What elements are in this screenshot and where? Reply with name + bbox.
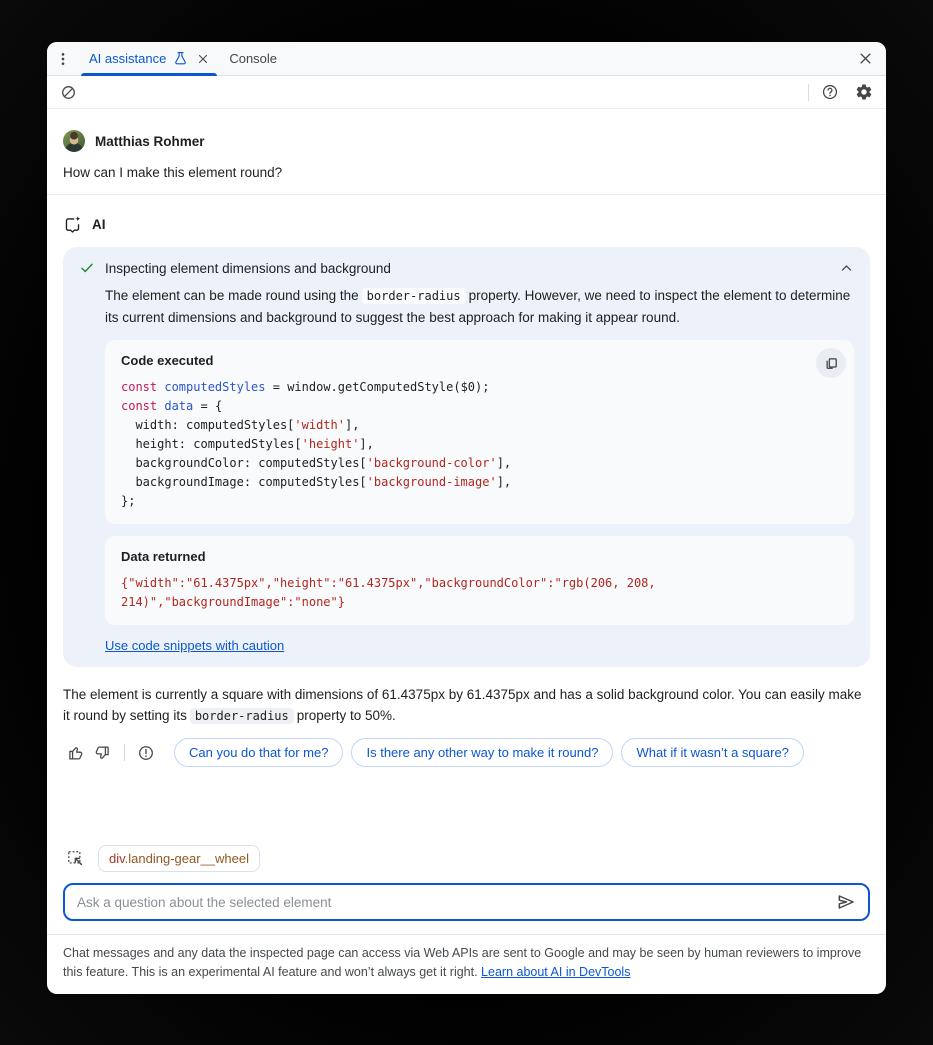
kebab-menu-icon (55, 51, 71, 67)
tab-console[interactable] (219, 42, 287, 75)
caution-link[interactable]: Use code snippets with caution (105, 638, 285, 653)
close-icon (858, 51, 873, 66)
tab-bar-spacer (287, 42, 844, 75)
feedback-row (63, 738, 870, 767)
tab-label: AI assistance (89, 51, 167, 66)
thumbs-up-button[interactable] (63, 741, 87, 765)
user-name: Matthias Rohmer (95, 133, 205, 149)
learn-about-ai-link[interactable]: Learn about AI in DevTools (481, 965, 631, 979)
step-paragraph: The element can be made round using the border-radius property. However, we need to inspect the element to determine its current dimensions and background to suggest the best approach for making it appear round. (105, 288, 851, 325)
report-icon (137, 744, 155, 762)
help-button[interactable] (818, 80, 842, 104)
tab-bar (47, 42, 886, 76)
chat-scroll-area[interactable] (47, 109, 886, 833)
thumbs-up-icon (66, 744, 84, 762)
report-button[interactable] (134, 741, 158, 765)
send-button[interactable] (832, 888, 860, 916)
selected-element-chip[interactable] (98, 845, 260, 872)
prompt-input-container (63, 883, 870, 921)
ai-label: AI (92, 217, 106, 232)
more-tools-menu-button[interactable] (47, 42, 79, 75)
clear-chat-button[interactable] (57, 81, 80, 104)
devtools-ai-assistance-panel (47, 42, 886, 994)
avatar (63, 130, 85, 152)
data-returned-title: Data returned (121, 549, 206, 564)
inline-code: border-radius (190, 708, 294, 724)
prompt-input[interactable] (77, 895, 832, 910)
selected-element-row (63, 845, 870, 872)
data-returned-block (105, 536, 854, 625)
inspect-element-icon (66, 849, 85, 868)
code-executed-block (105, 340, 854, 524)
tab-ai-assistance[interactable] (79, 42, 219, 75)
block-icon (60, 84, 77, 101)
data-returned-content: {"width":"61.4375px","height":"61.4375px","backgroundColor":"rgb(206, 208, 214)","backgroundImage":"none"} (121, 576, 663, 609)
gear-icon (855, 83, 873, 101)
inline-code: border-radius (362, 288, 466, 304)
suggestion-chips (174, 738, 804, 767)
panel-toolbar (47, 76, 886, 109)
user-message-header (63, 130, 870, 152)
chevron-up-icon[interactable] (839, 261, 854, 276)
suggestion-chip[interactable]: Can you do that for me? (174, 738, 343, 767)
disclaimer-text: Chat messages and any data the inspected page can access via Web APIs are sent to Google and may be seen by human reviewers to improve this feature. This is an experimental AI feature and won’t always get it right. (63, 946, 862, 979)
composer (47, 833, 886, 921)
tab-label: Console (229, 51, 278, 66)
selected-element-tag: div (109, 851, 125, 866)
toolbar-divider (808, 84, 809, 101)
settings-button[interactable] (852, 80, 876, 104)
caution-row (105, 638, 854, 653)
close-tab-icon[interactable] (197, 53, 209, 65)
step-header[interactable] (79, 260, 854, 276)
suggestion-chip[interactable]: What if it wasn’t a square? (621, 738, 803, 767)
send-icon (836, 892, 856, 912)
close-devtools-button[interactable] (844, 42, 886, 75)
spark-bubble-icon (63, 215, 82, 234)
code-executed-content: const computedStyles = window.getComputedStyle($0); const data = { width: computedStyles['width'], height: computedStyles['height'], backgroundColor: computedStyles['background-color'], backgroundImage: computedStyles['background-image'], }; (121, 380, 512, 508)
ai-answer-paragraph: The element is currently a square with dimensions of 61.4375px by 61.4375px and has a solid background color. You can easily make it round by setting its border-radius property to 50%. (63, 687, 862, 723)
code-executed-title: Code executed (121, 353, 214, 368)
suggestion-chip[interactable]: Is there any other way to make it round? (351, 738, 613, 767)
step-body (105, 285, 854, 653)
flask-icon (173, 51, 188, 66)
thumbs-down-icon (94, 744, 112, 762)
step-title: Inspecting element dimensions and background (105, 260, 391, 276)
copy-icon (824, 356, 839, 371)
selected-element-classes: .landing-gear__wheel (124, 851, 249, 866)
ai-step-card (63, 247, 870, 667)
ai-message-header (63, 215, 870, 234)
inspect-element-button[interactable] (63, 846, 88, 871)
checkmark-icon (79, 260, 95, 276)
help-icon (821, 83, 839, 101)
user-message-text: How can I make this element round? (63, 165, 283, 180)
thumbs-down-button[interactable] (91, 741, 115, 765)
message-divider (47, 194, 886, 195)
copy-code-button[interactable] (816, 348, 846, 378)
feedback-divider (124, 744, 125, 761)
disclaimer-footer (47, 934, 886, 994)
